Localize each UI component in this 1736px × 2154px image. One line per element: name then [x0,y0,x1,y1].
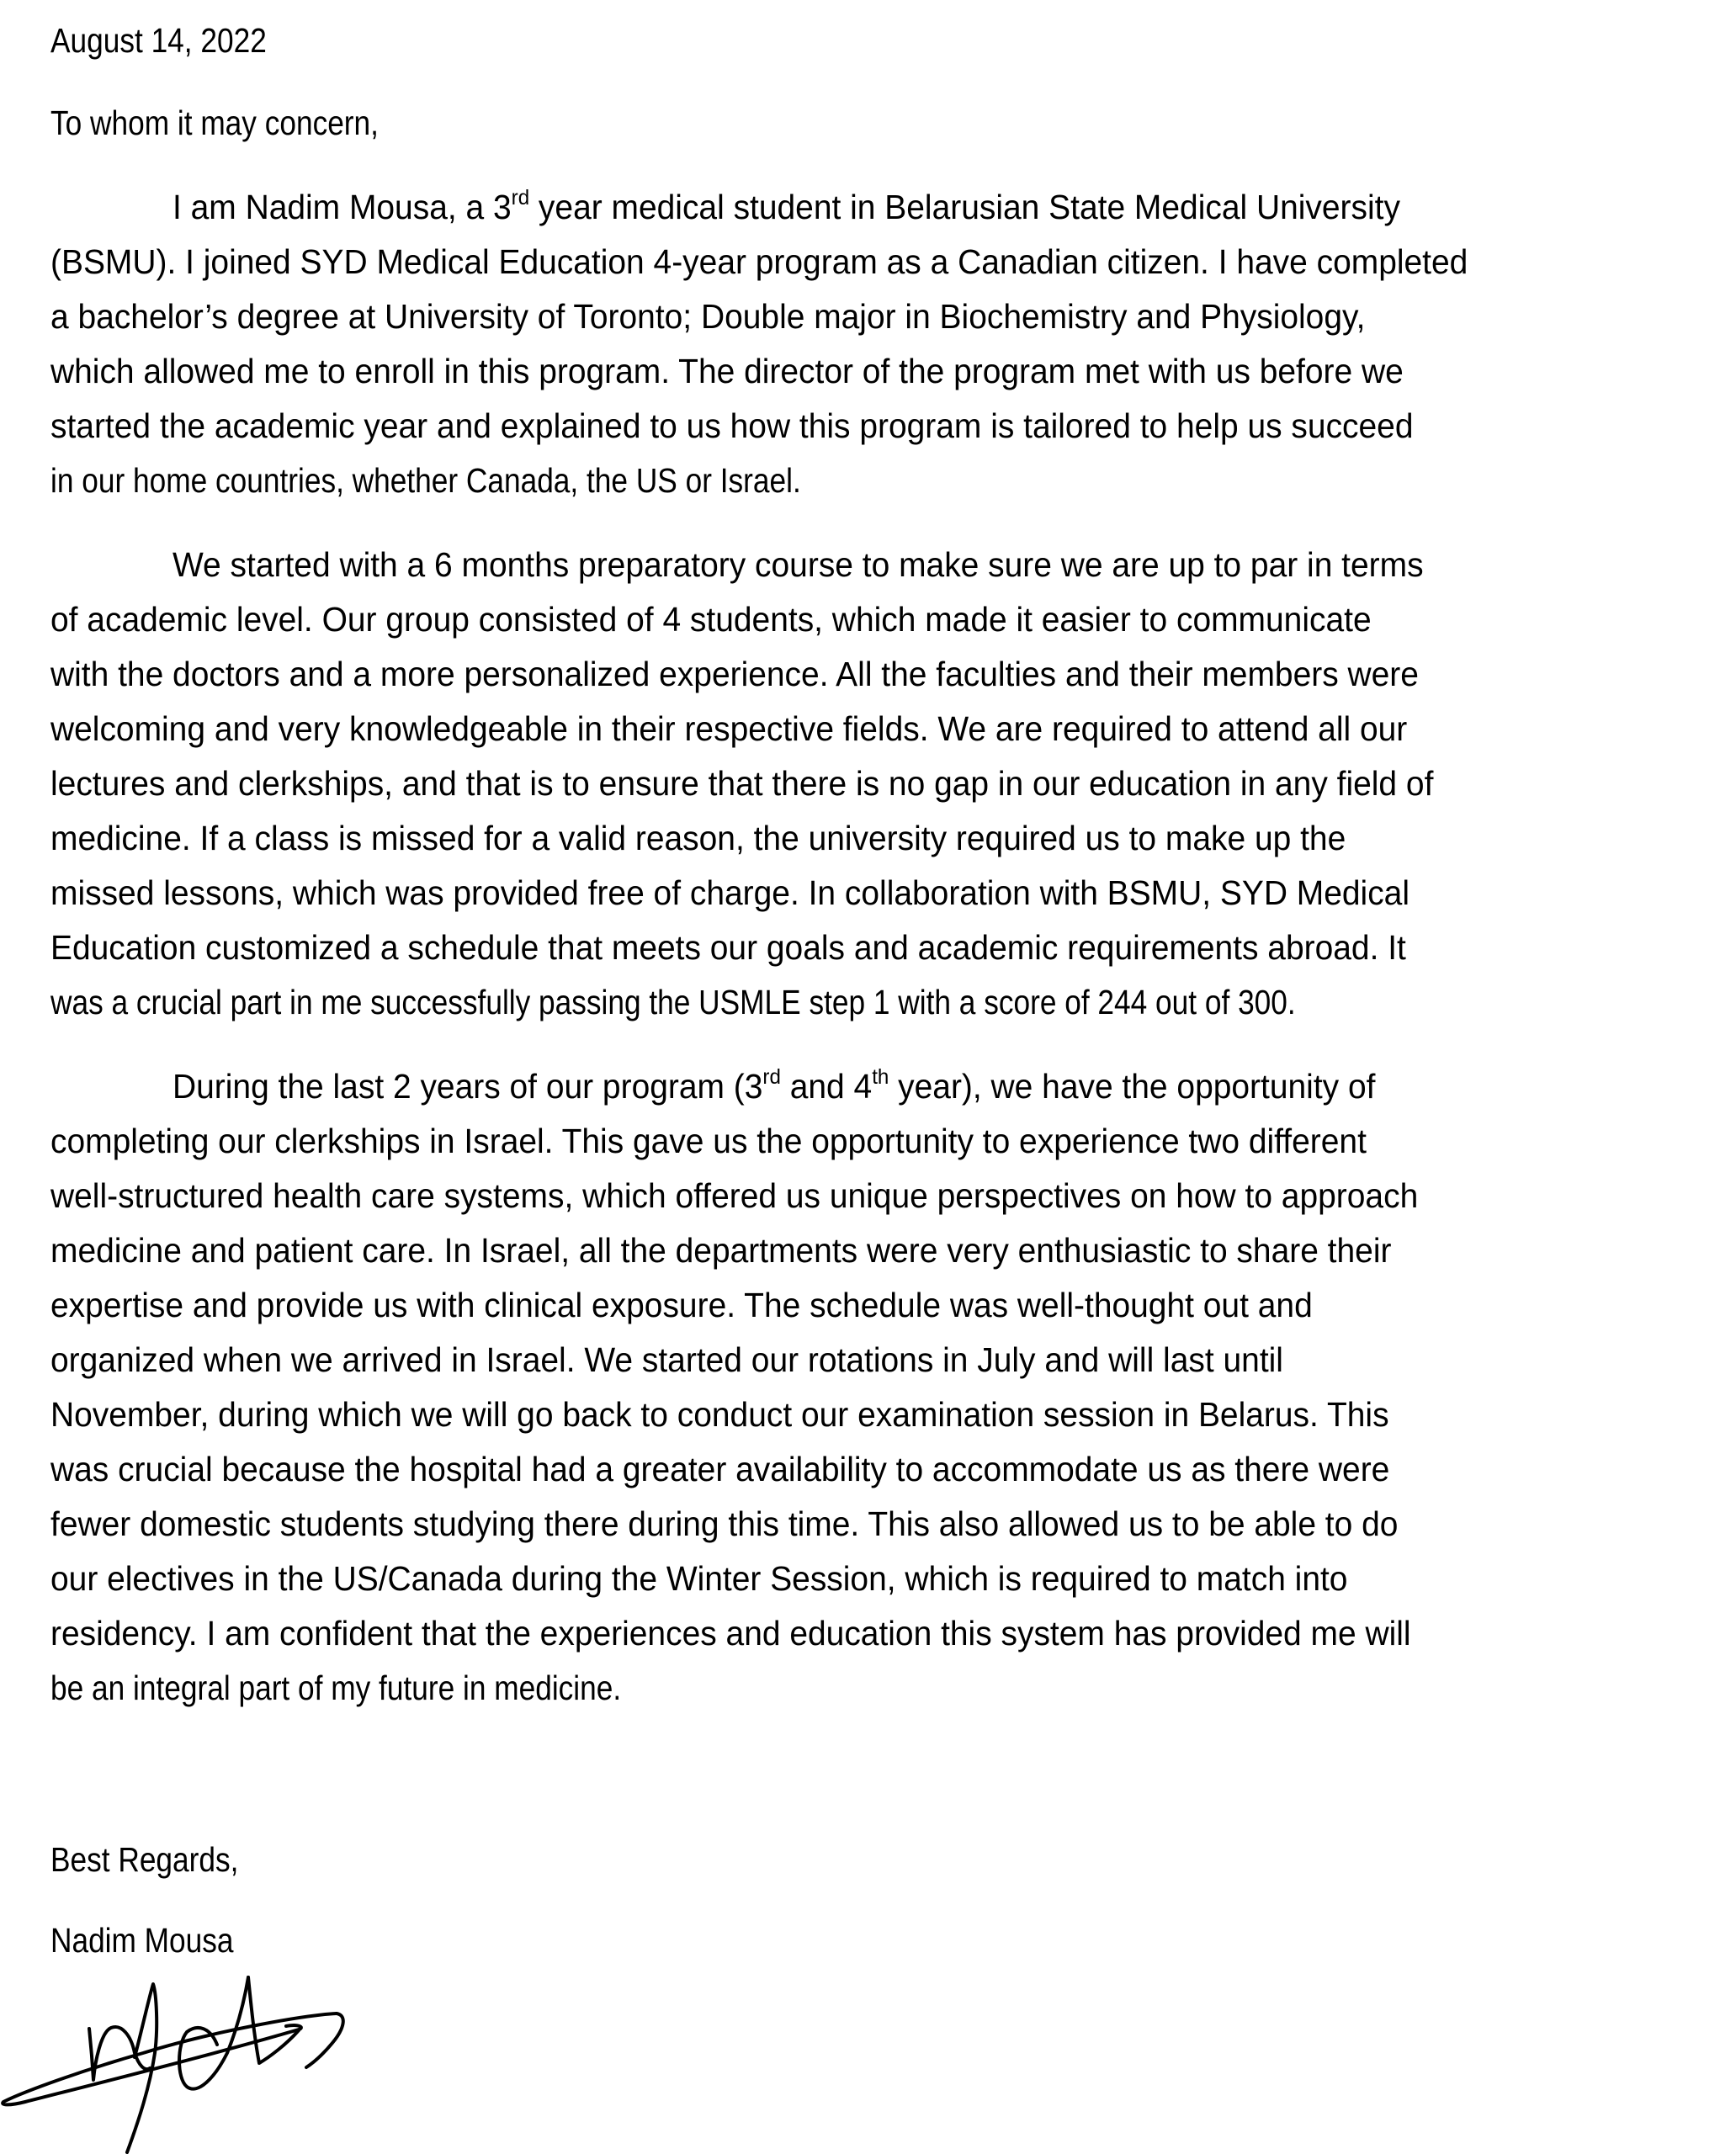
paragraph-1-line: a bachelor’s degree at University of Toronto; Double major in Biochemistry and Physiology, [50,297,1366,336]
paragraph-3-line: November, during which we will go back to conduct our examination session in Belarus. This [50,1395,1389,1434]
paragraph-3-line: be an integral part of my future in medicine. [50,1669,622,1707]
signature-stroke-tail [306,2013,343,2067]
letter-date: August 14, 2022 [50,21,267,60]
paragraph-3-line: expertise and provide us with clinical exposure. The schedule was well-thought out and [50,1286,1313,1324]
paragraph-2-line: Education customized a schedule that meets our goals and academic requirements abroad. It [50,928,1406,967]
ordinal-superscript: rd [511,186,530,210]
ordinal-superscript: th [872,1065,889,1090]
paragraph-2-line: We started with a 6 months preparatory course to make sure we are up to par in terms [173,545,1424,584]
paragraph-2-line: missed lessons, which was provided free of charge. In collaboration with BSMU, SYD Medical [50,873,1410,912]
paragraph-2-line: of academic level. Our group consisted of 4 students, which made it easier to communicate [50,600,1372,639]
signer-name: Nadim Mousa [50,1921,234,1960]
paragraph-1-line: (BSMU). I joined SYD Medical Education 4-year program as a Canadian citizen. I have completed [50,242,1468,281]
paragraph-2-line: medicine. If a class is missed for a valid reason, the university required us to make up the [50,819,1346,857]
paragraph-3-line: organized when we arrived in Israel. We started our rotations in July and will last until [50,1340,1283,1379]
signature-stroke-loop [3,2013,337,2104]
ordinal-superscript: rd [762,1065,781,1090]
paragraph-3-line: completing our clerkships in Israel. This gave us the opportunity to experience two different [50,1122,1367,1160]
paragraph-1-line: which allowed me to enroll in this program. The director of the program met with us before we [50,352,1404,390]
paragraph-3-line: fewer domestic students studying there during this time. This also allowed us to be able to do [50,1504,1399,1543]
paragraph-2-line: with the doctors and a more personalized experience. All the faculties and their members were [50,655,1419,693]
signature-icon [0,1960,362,2154]
paragraph-2-line: welcoming and very knowledgeable in their respective fields. We are required to attend all our [50,709,1408,748]
paragraph-3-line: medicine and patient care. In Israel, all the departments were very enthusiastic to share their [50,1231,1392,1270]
paragraph-3-line: residency. I am confident that the experiences and education this system has provided me will [50,1614,1411,1653]
paragraph-1-line: started the academic year and explained to us how this program is tailored to help us succeed [50,406,1414,445]
paragraph-1-line: I am Nadim Mousa, a 3rd year medical student in Belarusian State Medical University [173,186,1400,226]
paragraph-2-line: was a crucial part in me successfully passing the USMLE step 1 with a score of 244 out of 300. [50,983,1296,1021]
closing: Best Regards, [50,1840,239,1879]
paragraph-3-line: our electives in the US/Canada during the Winter Session, which is required to match into [50,1559,1348,1598]
paragraph-1-line: in our home countries, whether Canada, the US or Israel. [50,461,801,500]
paragraph-3-line: was crucial because the hospital had a greater availability to accommodate us as there were [50,1450,1390,1488]
salutation: To whom it may concern, [50,103,379,142]
paragraph-3-line: well-structured health care systems, which offered us unique perspectives on how to approach [50,1176,1419,1215]
paragraph-3-line: During the last 2 years of our program (3rd and 4th year), we have the opportunity of [173,1065,1376,1106]
paragraph-2-line: lectures and clerkships, and that is to ensure that there is no gap in our education in any field of [50,764,1434,803]
